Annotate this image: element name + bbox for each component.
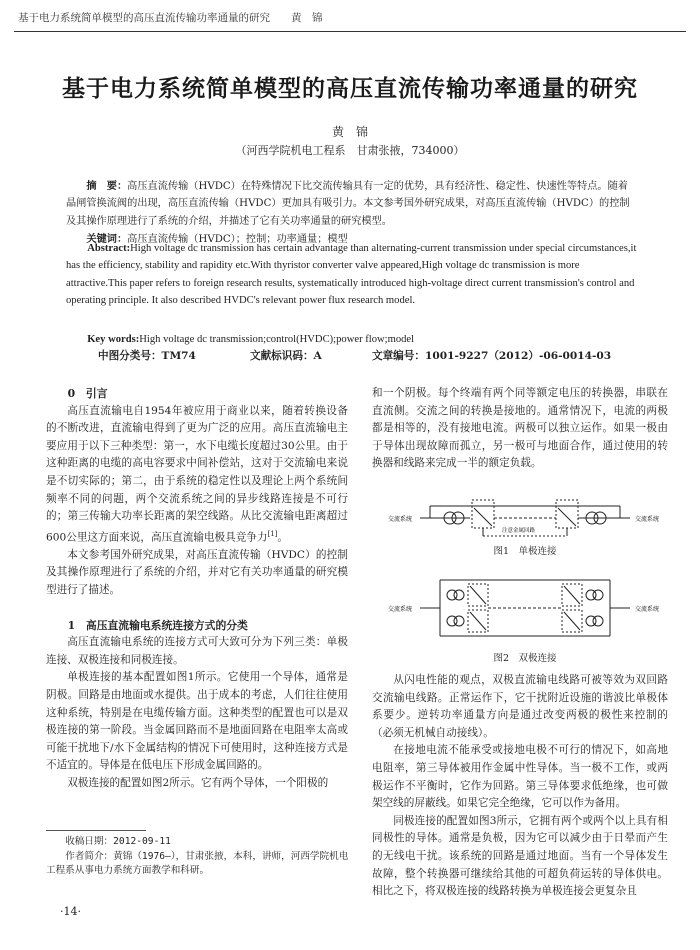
abstract-en (66, 240, 638, 310)
section-heading-1: 1 高压直流输电系统连接方式的分类 (67, 618, 248, 632)
right-paragraph-3: 在接地电流不能承受或接地电极不可行的情况下，如高地电阻率，第三导体被用作金属中性导体。当一极不工作，或两极运作不平衡时，它作为回路。第三导体要求低绝缘，也可做架空线的屏蔽线。如果它完全绝缘，它可以作为备用。 (372, 744, 668, 810)
running-header: 基于电力系统简单模型的高压直流传输功率通量的研究 黄 锦 (18, 12, 323, 24)
fig2-left-label: 交流系统 (388, 606, 413, 613)
figure-1-monopolar-diagram (380, 488, 670, 548)
section1-paragraph-1: 高压直流输电系统的连接方式可大致可分为下列三类：单极连接、双极连接和同极连接。 (46, 636, 348, 666)
keywords-cn-label: 关键词： (86, 233, 128, 245)
right-column-bottom (372, 672, 668, 901)
abstract-en-text: High voltage dc transmission has certain advantage than alternating-current transmission under special circumstances,it has the efficiency, stability and rapidity etc.With thyristor converter valve appeared,High voltage dc transmission is more attractive.This paper refers to foreign research results, systematically introduced high-voltage direct current transmission's control and operating principle. It also described HVDC's relevant power flux research model. (66, 243, 637, 307)
intro-paragraph-2: 本文参考国外研究成果，对高压直流传输（HVDC）的控制及其操作原理进行了系统的介绍，并对它有关功率通量的研究模型进行了描述。 (46, 548, 348, 597)
author-bio: 作者简介：黄锦（1976—），甘肃张掖，本科，讲师，河西学院机电工程系从事电力系统方面教学和科研。 (46, 850, 349, 876)
article-number: 文章编号：1001-9227（2012）-06-0014-03 (372, 350, 612, 362)
right-paragraph-4: 同极连接的配置如图3所示，它拥有两个或两个以上具有相同极性的导体。通常是负极，因为它可以减少由于日晕而产生的无线电干扰。该系统的回路是通过地面。当有一个导体发生故障，整个转换器可继续给其他的可超负荷运转的导体供电。相比之下，将双极连接的线路转换为单极连接会更复杂且 (372, 814, 668, 898)
fig1-left-label: 交流系统 (388, 516, 413, 523)
section1-paragraph-3: 双极连接的配置如图2所示。它有两个导体，一个阳极的 (67, 777, 329, 789)
keywords-cn-text: 高压直流传输（HVDC）；控制；功率通量；模型 (127, 234, 348, 245)
clc-number: 中图分类号：TM74 (98, 350, 196, 362)
doc-code: 文献标识码：A (250, 350, 322, 362)
fig1-ground-label: 注意金属回路 (502, 528, 536, 534)
section-heading-intro: 0 引言 (67, 387, 108, 400)
abstract-cn-text: 高压直流传输（HVDC）在特殊情况下比交流传输具有一定的优势，具有经济性、稳定性、快速性等特点。随着晶闸管换流阀的出现，高压直流传输（HVDC）更加具有吸引力。本文参考国外研究成果，对高压直流传输（HVDC）的控制及其操作原理进行了系统的介绍，并描述了它有关功率通量的研究模型。 (66, 181, 630, 227)
paper-title: 基于电力系统简单模型的高压直流传输功率通量的研究 (62, 75, 638, 102)
section1-paragraph-2: 单极连接的基本配置如图1所示。它使用一个导体，通常是阴极。回路是由地面或水提供。出于成本的考虑，人们往往使用这种系统，特别是在电缆传输方面。这种类型的配置也可以是双极连接的第一阶段。当金属回路而不是地面回路在电阻率太高或可能干扰地下/水下金属结构的情况下可使用时，这种连接方式是不适宜的。导体是在低电压下形成金属回路的。 (46, 671, 348, 772)
intro-p1-text: 高压直流输电自1954年被应用于商业以来，随着转换设备的不断改进，直流输电得到了更为广泛的应用。高压直流输电主要应用于以下三种类型：第一，水下电缆长度超过30公里。由于这种距离的电缆的高电容要求中间补偿站，这对于交流输电来说是不切实际的；第二，由于系统的稳定性以及理论上两个系统间频率不同的问题，两个交流系统之间的异步线路连接是不可行的；第三传输大功率长距离的架空线路。从比交流输电距离超过600公里这方面来说，高压直流输电极具竞争力 (46, 404, 348, 544)
author: 黄 锦 (331, 125, 368, 139)
keywords-en-label: Key words: (87, 334, 140, 345)
keywords-en (66, 331, 638, 348)
header-rule (14, 31, 686, 32)
intro-p1-end: 。 (277, 531, 289, 544)
footnote-rule (46, 830, 146, 831)
left-column (46, 385, 348, 793)
keywords-en-text: High voltage dc transmission;control(HVDC);power flow;model (139, 334, 415, 345)
figure-1-caption: 图1 单极连接 (493, 546, 557, 557)
received-date: 收稿日期：2012-09-11 (65, 836, 171, 847)
right-paragraph-1: 和一个阴极。每个终端有两个同等额定电压的转换器，串联在直流侧。交流之间的转换是接地的。通常情况下，电流的两极都是相等的，没有接地电流。两极可以独立运作。如果一极由于导体出现故障而孤立，另一极可与地面合作，通过使用的转换器和线路来完成一半的额定负载。 (372, 387, 668, 470)
abstract-cn-label: 摘 要： (86, 180, 128, 192)
figure-2-caption: 图2 双极连接 (493, 653, 557, 664)
fig2-right-label: 交流系统 (635, 606, 660, 613)
page-number: ·14· (60, 905, 81, 918)
fig1-right-label: 交流系统 (635, 516, 660, 523)
abstract-en-label: Abstract: (87, 243, 131, 254)
right-column-top (372, 385, 668, 473)
citation-ref: [1] (267, 529, 278, 538)
right-paragraph-2: 从闪电性能的观点，双极直流输电线路可被等效为双回路交流输电线路。正常运作下，它干扰附近设施的谐波比单极体系要少。逆转功率通量方向是通过改变两极的极性来控制的（必须无机械自动接线）。 (372, 674, 668, 739)
affiliation: （河西学院机电工程系 甘肃张掖，734000） (235, 144, 465, 157)
intro-paragraph-1 (46, 403, 348, 547)
abstract-cn (66, 178, 638, 230)
figure-2-bipolar-diagram (380, 570, 670, 645)
footnote (46, 835, 356, 879)
